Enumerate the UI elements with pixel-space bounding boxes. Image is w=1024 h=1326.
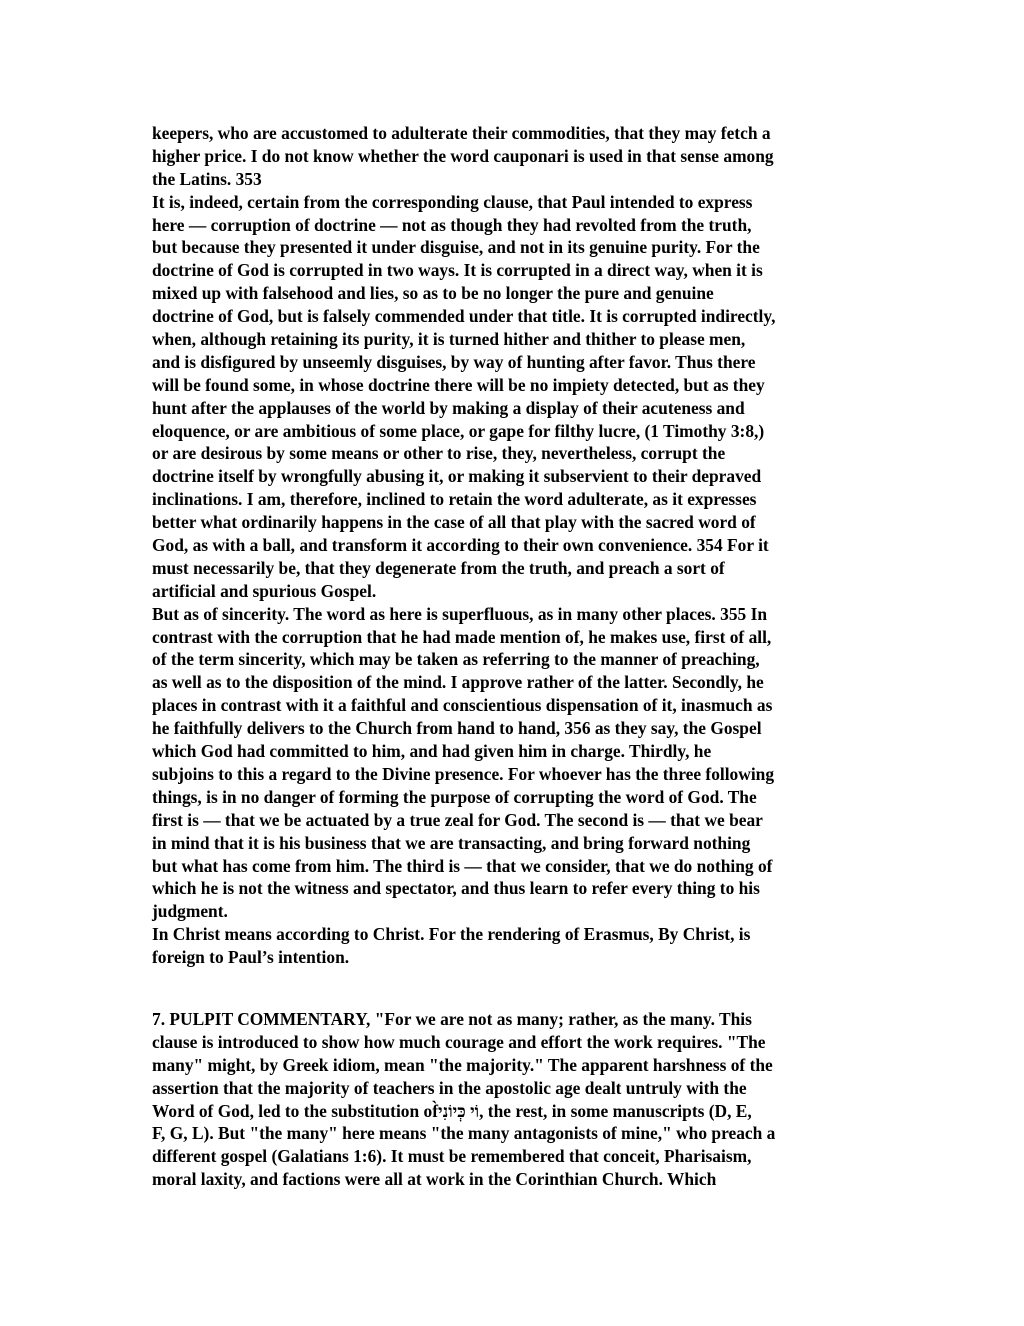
text-line: but what has come from him. The third is — that we consider, that we do nothing of bbox=[152, 855, 773, 876]
text-line: It is, indeed, certain from the corresponding clause, that Paul intended to express bbox=[152, 191, 753, 212]
text-line: clause is introduced to show how much courage and effort the work requires. "The bbox=[152, 1031, 766, 1052]
text-line: foreign to Paul’s intention. bbox=[152, 947, 350, 968]
text-line: mixed up with falsehood and lies, so as to be no longer the pure and genuine bbox=[152, 283, 714, 304]
text-line: God, as with a ball, and transform it according to their own convenience. 354 For it bbox=[152, 535, 769, 556]
text-line: doctrine itself by wrongfully abusing it, or making it subservient to their depraved bbox=[152, 466, 762, 487]
text-line: inclinations. I am, therefore, inclined to retain the word adulterate, as it expresses bbox=[152, 489, 757, 510]
text-line: or are desirous by some means or other to rise, they, nevertheless, corrupt the bbox=[152, 443, 726, 464]
text-line: eloquence, or are ambitious of some place, or gape for filthy lucre, (1 Timothy 3:8,) bbox=[152, 420, 765, 441]
text-line: better what ordinarily happens in the case of all that play with the sacred word of bbox=[152, 512, 756, 533]
text-line: but because they presented it under disguise, and not in its genuine purity. For the bbox=[152, 237, 760, 258]
text-line: But as of sincerity. The word as here is superfluous, as in many other places. 355 In bbox=[152, 603, 768, 624]
text-line: keepers, who are accustomed to adulterate their commodities, that they may fetch a bbox=[152, 123, 771, 143]
text-line: here — corruption of doctrine — not as though they had revolted from the truth, bbox=[152, 214, 752, 235]
text-line: judgment. bbox=[152, 901, 228, 922]
text-line: must necessarily be, that they degenerate from the truth, and preach a sort of bbox=[152, 557, 725, 578]
text-line: things, is in no danger of forming the purpose of corrupting the word of God. The bbox=[152, 786, 757, 807]
text-line: in mind that it is his business that we are transacting, and bring forward nothing bbox=[152, 832, 751, 853]
text-line: which God had committed to him, and had given him in charge. Thirdly, he bbox=[152, 741, 712, 762]
text-line: artificial and spurious Gospel. bbox=[152, 580, 377, 601]
text-line: many" might, by Greek idiom, mean "the majority." The apparent harshness of the bbox=[152, 1054, 773, 1075]
calvin-commentary-text bbox=[152, 122, 880, 969]
text-line: moral laxity, and factions were all at work in the Corinthian Church. Which bbox=[152, 1169, 717, 1190]
text-line: hunt after the applauses of the world by making a display of their acuteness and bbox=[152, 397, 745, 418]
text-line: as well as to the disposition of the mind. I approve rather of the latter. Secondly, he bbox=[152, 672, 764, 693]
text-line: when, although retaining its purity, it is turned hither and thither to please men, bbox=[152, 329, 746, 350]
text-line: subjoins to this a regard to the Divine presence. For whoever has the three following bbox=[152, 763, 775, 784]
text-line: which he is not the witness and spectator, and thus learn to refer every thing to his bbox=[152, 878, 760, 899]
text-line: higher price. I do not know whether the word cauponari is used in that sense among bbox=[152, 145, 774, 166]
text-line: 7. PULPIT COMMENTARY, "For we are not as many; rather, as the many. This bbox=[152, 1009, 752, 1029]
text-line: doctrine of God, but is falsely commended under that title. It is corrupted indirectly, bbox=[152, 306, 776, 327]
text-line: first is — that we be actuated by a true zeal for God. The second is — that we bear bbox=[152, 809, 763, 830]
text-line: assertion that the majority of teachers in the apostolic age dealt untruly with the bbox=[152, 1077, 747, 1098]
text-line: In Christ means according to Christ. For the rendering of Erasmus, By Christ, is bbox=[152, 924, 751, 945]
pulpit-commentary-text bbox=[152, 1008, 880, 1191]
text-line: different gospel (Galatians 1:6). It must be remembered that conceit, Pharisaism, bbox=[152, 1146, 752, 1167]
text-line: will be found some, in whose doctrine there will be no impiety detected, but as they bbox=[152, 374, 765, 395]
text-line: places in contrast with it a faithful and conscientious dispensation of it, inasmuch as bbox=[152, 695, 773, 716]
text-line: doctrine of God is corrupted in two ways. It is corrupted in a direct way, when it is bbox=[152, 260, 763, 281]
text-line: contrast with the corruption that he had made mention of, he makes use, first of all, bbox=[152, 626, 772, 647]
text-line: he faithfully delivers to the Church from hand to hand, 356 as they say, the Gospel bbox=[152, 718, 762, 739]
text-line: F, G, L). But "the many" here means "the many antagonists of mine," who preach a bbox=[152, 1123, 776, 1144]
text-line: and is disfigured by unseemly disguises, by way of hunting after favor. Thus there bbox=[152, 351, 756, 372]
text-line: Word of God, led to the substitution of̀וֹי כְּיוֹנִי, the rest, in some manuscripts (D, E, bbox=[152, 1100, 752, 1121]
text-line: of the term sincerity, which may be taken as referring to the manner of preaching, bbox=[152, 649, 760, 670]
text-line: the Latins. 353 bbox=[152, 168, 262, 189]
